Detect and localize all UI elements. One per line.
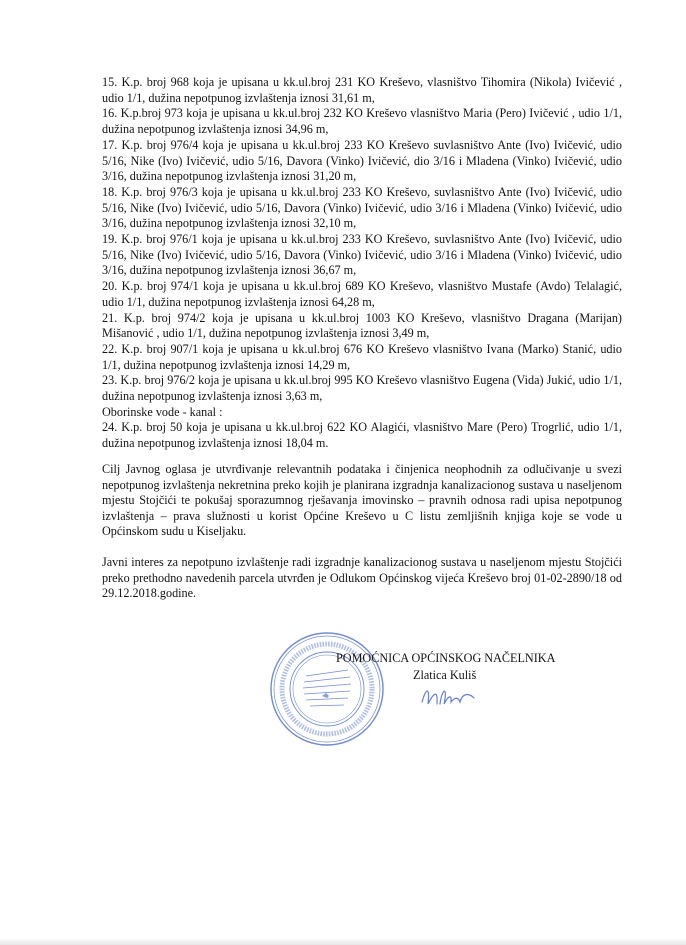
signatory-name: Zlatica Kuliš: [413, 668, 477, 682]
list-item: 18. K.p. broj 976/3 koja je upisana u kk.ul.broj 233 KO Kreševo, suvlasništvo Ante (Ivo) Ivičević, udio 5/16, Nike (Ivo) Ivičević, udio 5/16, Davora (Vinko) Ivičević, udio 3/16 i Mladena (Vinko) Ivičević, udio 3/16, dužina nepotpunog izvlaštenja iznosi 32,10 m,: [102, 184, 622, 231]
list-item: 20. K.p. broj 974/1 koja je upisana u kk.ul.broj 689 KO Kreševo, vlasništvo Mustafe (Avdo) Telalagić, udio 1/1, dužina nepotpunog izvlaštenja iznosi 64,28 m,: [102, 279, 622, 309]
scan-bottom-edge: [0, 938, 686, 945]
parcel-list: [102, 75, 622, 452]
list-item: 19. K.p. broj 976/1 koja je upisana u kk.ul.broj 233 KO Kreševo, suvlasništvo Ante (Ivo) Ivičević, udio 5/16, Nike (Ivo) Ivičević, udio 5/16, Davora (Vinko) Ivičević, udio 3/16 i Mladena (Vinko) Ivičević, udio 3/16, dužina nepotpunog izvlaštenja iznosi 36,67 m,: [102, 232, 622, 278]
list-item: 17. K.p. broj 976/4 koja je upisana u kk.ul.broj 233 KO Kreševo suvlasništvo Ante (Ivo) Ivičević, udio 5/16, Nike (Ivo) Ivičević, udio 5/16, Davora (Vinko) Ivičević, dio 3/16 i Mladena (Vinko) Ivičević, udio 3/16, dužina nepotpunog izvlaštenja iznosi 31,20 m,: [102, 137, 622, 184]
list-item: 24. K.p. broj 50 koja je upisana u kk.ul.broj 622 KO Alagići, vlasništvo Mare (Pero) Trogrlić, udio 1/1, dužina nepotpunog izvlaštenja iznosi 18,04 m.: [102, 420, 622, 451]
signatory-title: POMOĆNICA OPĆINSKOG NAČELNIKA: [336, 651, 556, 665]
public-interest-paragraph: Javni interes za nepotpuno izvlaštenje radi izgradnje kanalizacionog sustava u naseljenom mjestu Stojčići preko prethodno navedenih parcela utvrđen je Odlukom Općinskog vijeća Kreševo broj 01-02-2890/18 od 29.12.2018.godine.: [102, 555, 622, 601]
list-item: 16. K.p.broj 973 koja je upisana u kk.ul.broj 232 KO Kreševo vlasništvo Maria (Pero) Ivičević , udio 1/1, dužina nepotpunog izvlaštenja iznosi 34,96 m,: [102, 106, 622, 137]
list-item: 23. K.p. broj 976/2 koja je upisana u kk.ul.broj 995 KO Kreševo vlasništvo Eugena (Vida) Jukić, udio 1/1, dužina nepotpunog izvlaštenja iznosi 3,63 m,: [102, 373, 622, 404]
section-subheading: Oborinske vode - kanal :: [102, 404, 223, 419]
list-item: 15. K.p. broj 968 koja je upisana u kk.ul.broj 231 KO Kreševo, vlasništvo Tihomira (Nikola) Ivičević , udio 1/1, dužina nepotpunog izvlaštenja iznosi 31,61 m,: [102, 75, 622, 105]
purpose-paragraph: Cilj Javnog oglasa je utvrđivanje relevantnih podataka i činjenica neophodnih za odlučivanje u svezi nepotpunog izvlaštenja nekretnina preko kojih je planirana izgradnja kanalizacionog sustava u naseljenom mjestu Stojčići te pokušaj sporazumnog rješavanja imovinsko – pravnih odnosa radi upisa nepotpunog izvlaštenja – prava služnosti u korist Općine Kreševo u C listu zemljišnih knjiga koje se vode u Općinskom sudu u Kiseljaku.: [102, 462, 622, 539]
list-item: 21. K.p. broj 974/2 koja je upisana u kk.ul.broj 1003 KO Kreševo, vlasništvo Dragana (Marijan) Mišanović , udio 1/1, dužina nepotpunog izvlaštenja iznosi 3,49 m,: [102, 310, 622, 341]
handwritten-signature: [418, 680, 480, 710]
official-stamp: [268, 630, 386, 748]
list-item: 22. K.p. broj 907/1 koja je upisana u kk.ul.broj 676 KO Kreševo vlasništvo Ivana (Marko) Stanić, udio 1/1, dužina nepotpunog izvlaštenja iznosi 14,29 m,: [102, 341, 622, 372]
